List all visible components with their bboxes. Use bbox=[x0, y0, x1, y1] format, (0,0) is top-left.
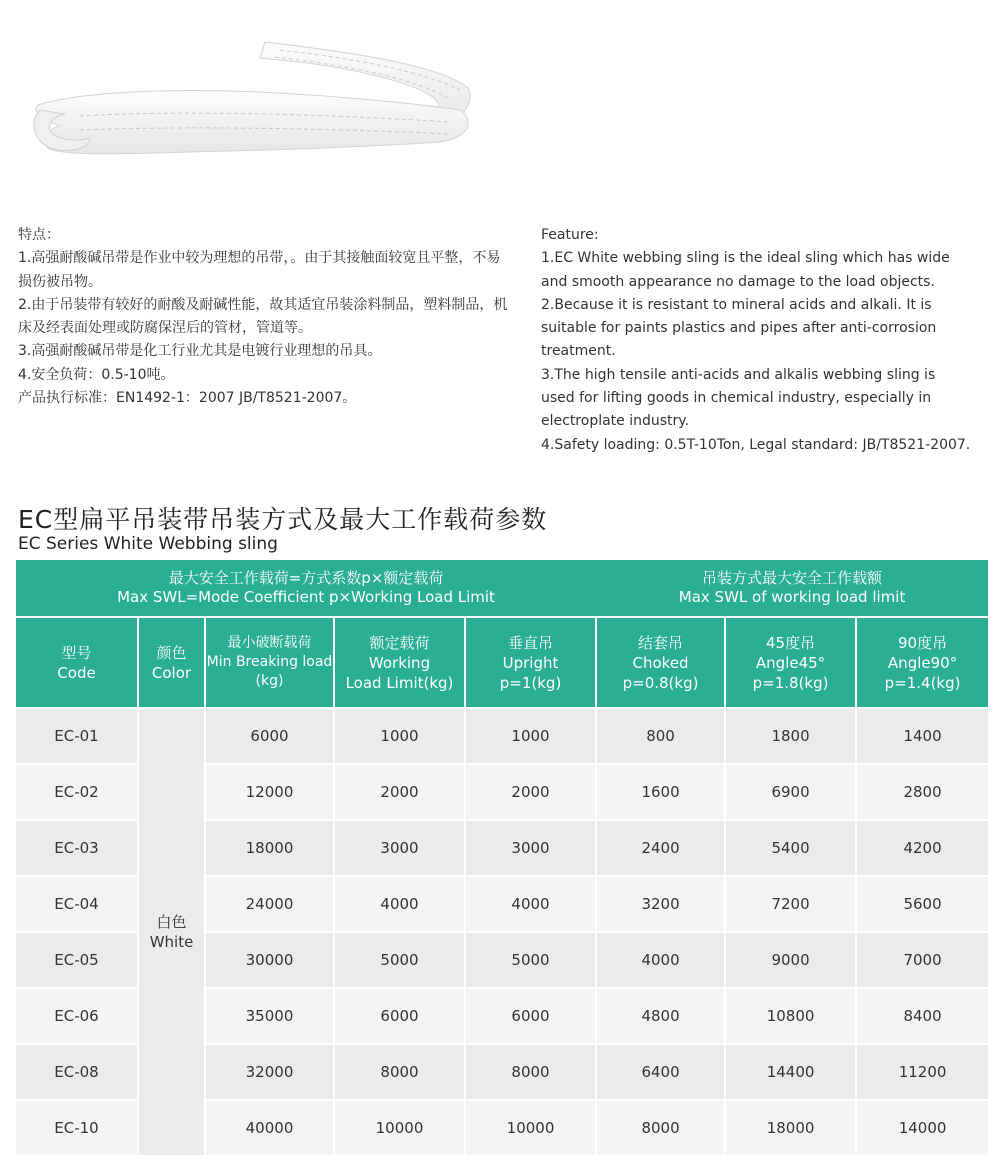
cell-upright: 2000 bbox=[465, 764, 596, 820]
color-cn: 白色 bbox=[156, 913, 187, 931]
col-header-line: Code bbox=[57, 663, 96, 682]
cell-code: EC-06 bbox=[16, 988, 138, 1044]
col-header-line: Upright bbox=[502, 653, 559, 672]
cell-choked: 1600 bbox=[596, 764, 725, 820]
cell-min-breaking: 32000 bbox=[205, 1044, 334, 1100]
cell-wll: 1000 bbox=[334, 708, 465, 764]
header-swl-mode-en: Max SWL of working load limit bbox=[678, 588, 906, 606]
cell-angle90: 2800 bbox=[856, 764, 988, 820]
cell-angle45: 14400 bbox=[725, 1044, 856, 1100]
col-header-code bbox=[16, 617, 138, 708]
cell-angle90: 4200 bbox=[856, 820, 988, 876]
features-cn-line: 产品执行标准：EN1492-1：2007 JB/T8521-2007。 bbox=[18, 390, 357, 407]
cell-wll: 3000 bbox=[334, 820, 465, 876]
cell-wll: 6000 bbox=[334, 988, 465, 1044]
cell-angle90: 14000 bbox=[856, 1100, 988, 1155]
cell-min-breaking: 6000 bbox=[205, 708, 334, 764]
cell-min-breaking: 12000 bbox=[205, 764, 334, 820]
features-cn-line: 4.安全负荷：0.5-10吨。 bbox=[18, 366, 175, 383]
features-cn-line: 1.高强耐酸碱吊带是作业中较为理想的吊带，。由于其接触面较宽且平整，不易损伤被吊物。 bbox=[18, 250, 501, 290]
cell-min-breaking: 24000 bbox=[205, 876, 334, 932]
cell-angle45: 10800 bbox=[725, 988, 856, 1044]
cell-wll: 5000 bbox=[334, 932, 465, 988]
cell-wll: 10000 bbox=[334, 1100, 465, 1155]
product-image bbox=[20, 30, 490, 180]
cell-wll: 8000 bbox=[334, 1044, 465, 1100]
col-header-line: 颜色 bbox=[156, 643, 187, 662]
cell-min-breaking: 35000 bbox=[205, 988, 334, 1044]
color-en: White bbox=[149, 933, 194, 951]
cell-choked: 2400 bbox=[596, 820, 725, 876]
cell-angle90: 7000 bbox=[856, 932, 988, 988]
col-header-line: 额定载荷 bbox=[369, 633, 430, 652]
col-header-line: 最小破断载荷 bbox=[227, 635, 312, 651]
cell-min-breaking: 40000 bbox=[205, 1100, 334, 1155]
cell-wll: 4000 bbox=[334, 876, 465, 932]
col-header-line: Load Limit(kg) bbox=[345, 673, 454, 692]
features-en-line: 2.Because it is resistant to mineral acids and alkali. It is suitable for paints plastics and pipes after anti-corrosion treatment. bbox=[541, 296, 937, 360]
cell-min-breaking: 18000 bbox=[205, 820, 334, 876]
col-header-line: Angle90° bbox=[887, 653, 958, 672]
features-cn-line: 3.高强耐酸碱吊带是化工行业尤其是电镀行业理想的吊具。 bbox=[18, 343, 382, 360]
col-header-line: p=1.8(kg) bbox=[752, 673, 829, 692]
cell-choked: 4000 bbox=[596, 932, 725, 988]
table-title-en: EC Series White Webbing sling bbox=[18, 534, 278, 554]
cell-min-breaking: 30000 bbox=[205, 932, 334, 988]
cell-code: EC-04 bbox=[16, 876, 138, 932]
cell-upright: 8000 bbox=[465, 1044, 596, 1100]
col-header-angle45 bbox=[725, 617, 856, 708]
col-header-line: p=1(kg) bbox=[499, 673, 562, 692]
header-swl-formula-en: Max SWL=Mode Coefficient p×Working Load Limit bbox=[117, 588, 495, 606]
cell-angle90: 8400 bbox=[856, 988, 988, 1044]
features-cn-heading: 特点： bbox=[18, 227, 60, 243]
cell-angle90: 1400 bbox=[856, 708, 988, 764]
col-header-line: Choked bbox=[632, 653, 689, 672]
cell-code: EC-05 bbox=[16, 932, 138, 988]
features-cn bbox=[18, 224, 508, 410]
cell-code: EC-08 bbox=[16, 1044, 138, 1100]
col-header-line: Min Breaking load bbox=[206, 654, 333, 670]
col-header-line: p=1.4(kg) bbox=[884, 673, 961, 692]
table-title-cn: EC型扁平吊装带吊装方式及最大工作载荷参数 bbox=[18, 505, 548, 534]
spec-table bbox=[16, 560, 988, 1155]
features-en-heading: Feature: bbox=[541, 227, 599, 243]
cell-angle45: 5400 bbox=[725, 820, 856, 876]
col-header-min-breaking bbox=[205, 617, 334, 708]
cell-choked: 6400 bbox=[596, 1044, 725, 1100]
col-header-choked bbox=[596, 617, 725, 708]
features-cn-line: 2.由于吊装带有较好的耐酸及耐碱性能，故其适宜吊装涂料制品，塑料制品，机床及经表面处理或防腐保涅后的管材，管道等。 bbox=[18, 296, 508, 337]
cell-choked: 4800 bbox=[596, 988, 725, 1044]
cell-angle90: 11200 bbox=[856, 1044, 988, 1100]
cell-code: EC-03 bbox=[16, 820, 138, 876]
cell-angle45: 7200 bbox=[725, 876, 856, 932]
cell-angle45: 9000 bbox=[725, 932, 856, 988]
cell-code: EC-02 bbox=[16, 764, 138, 820]
col-header-line: Angle45° bbox=[755, 653, 826, 672]
col-header-line: Working bbox=[368, 653, 431, 672]
cell-angle45: 18000 bbox=[725, 1100, 856, 1155]
cell-color bbox=[138, 708, 205, 1155]
header-swl-mode bbox=[596, 560, 988, 617]
cell-angle45: 6900 bbox=[725, 764, 856, 820]
features-en-line: 3.The high tensile anti-acids and alkalis webbing sling is used for lifting goods in chemical industry, especially in electroplate industry. bbox=[541, 366, 936, 430]
cell-wll: 2000 bbox=[334, 764, 465, 820]
header-swl-formula-cn: 最大安全工作载荷=方式系数p×额定载荷 bbox=[168, 569, 444, 587]
col-header-wll bbox=[334, 617, 465, 708]
cell-choked: 3200 bbox=[596, 876, 725, 932]
col-header-angle90 bbox=[856, 617, 988, 708]
header-swl-mode-cn: 吊装方式最大安全工作载额 bbox=[702, 569, 883, 587]
table-row bbox=[16, 708, 988, 764]
col-header-line: 垂直吊 bbox=[508, 633, 554, 652]
cell-choked: 8000 bbox=[596, 1100, 725, 1155]
cell-upright: 3000 bbox=[465, 820, 596, 876]
cell-code: EC-10 bbox=[16, 1100, 138, 1155]
col-header-line: 型号 bbox=[61, 643, 92, 662]
features-en-line: 4.Safety loading: 0.5T-10Ton, Legal standard: JB/T8521-2007. bbox=[541, 436, 971, 453]
cell-code: EC-01 bbox=[16, 708, 138, 764]
features-en-line: 1.EC White webbing sling is the ideal sling which has wide and smooth appearance no damage to the load objects. bbox=[541, 250, 950, 290]
cell-upright: 5000 bbox=[465, 932, 596, 988]
col-header-color bbox=[138, 617, 205, 708]
col-header-upright bbox=[465, 617, 596, 708]
cell-upright: 1000 bbox=[465, 708, 596, 764]
header-swl-formula bbox=[16, 560, 596, 617]
cell-upright: 10000 bbox=[465, 1100, 596, 1155]
col-header-line: p=0.8(kg) bbox=[622, 673, 699, 692]
features-en bbox=[541, 224, 971, 457]
col-header-line: 90度吊 bbox=[898, 633, 948, 652]
col-header-line: Color bbox=[151, 663, 192, 682]
cell-choked: 800 bbox=[596, 708, 725, 764]
col-header-line: 45度吊 bbox=[766, 633, 816, 652]
cell-angle45: 1800 bbox=[725, 708, 856, 764]
cell-angle90: 5600 bbox=[856, 876, 988, 932]
cell-upright: 4000 bbox=[465, 876, 596, 932]
col-header-line: 结套吊 bbox=[638, 633, 684, 652]
col-header-line: (kg) bbox=[255, 673, 284, 689]
cell-upright: 6000 bbox=[465, 988, 596, 1044]
